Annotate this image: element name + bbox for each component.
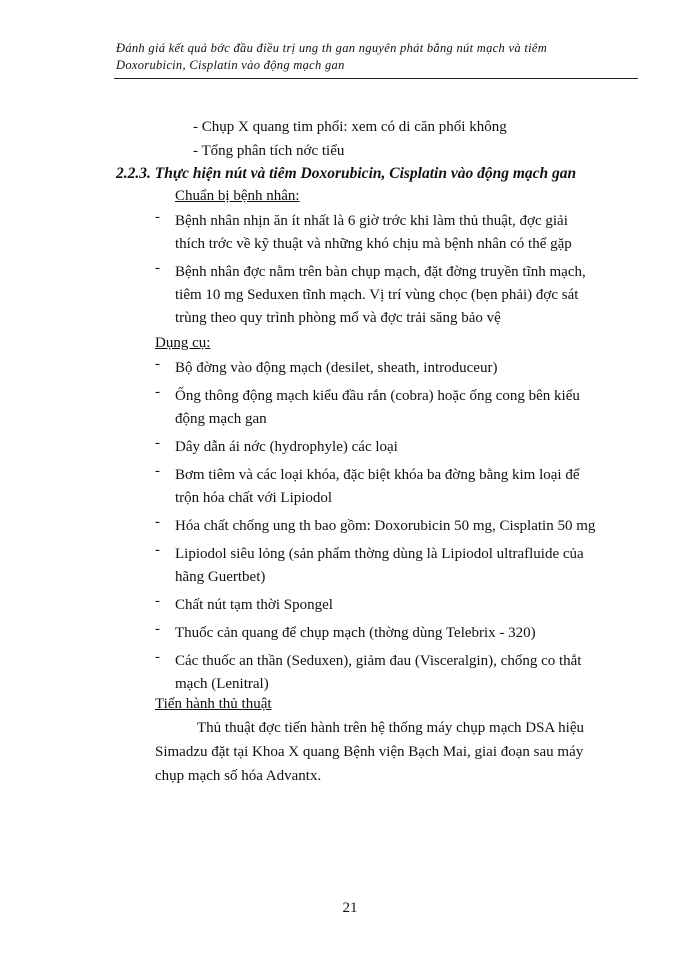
exam-item: - Chụp X quang tim phổi: xem có di căn phổi không: [193, 119, 507, 135]
list-item-line: thích trớc về kỹ thuật và những khó chịu mà bệnh nhân có thể gặp: [175, 236, 572, 252]
running-header: [116, 40, 636, 74]
list-bullet: -: [155, 542, 160, 558]
list-item-line: Chất nút tạm thời Spongel: [175, 597, 333, 613]
header-line-2: Doxorubicin, Cisplatin vào động mạch gan: [116, 58, 345, 72]
list-item-line: Hóa chất chống ung th bao gồm: Doxorubicin 50 mg, Cisplatin 50 mg: [175, 518, 596, 534]
list-bullet: -: [155, 209, 160, 225]
list-bullet: -: [155, 621, 160, 637]
list-item-line: Bộ đờng vào động mạch (desilet, sheath, introduceur): [175, 360, 498, 376]
list-item-line: trộn hóa chất với Lipiodol: [175, 490, 333, 506]
list-bullet: -: [155, 463, 160, 479]
list-item-line: tiêm 10 mg Seduxen tĩnh mạch. Vị trí vùng chọc (bẹn phải) đợc sát: [175, 287, 579, 303]
list-item-line: hãng Guertbet): [175, 569, 266, 585]
paragraph-line: Simadzu đặt tại Khoa X quang Bệnh viện Bạch Mai, giai đoạn sau máy: [155, 744, 584, 760]
list-item-line: Các thuốc an thần (Seduxen), giảm đau (Visceralgin), chống co thắt: [175, 653, 582, 669]
list-item-line: trùng theo quy trình phòng mổ và đợc trải săng bảo vệ: [175, 310, 501, 326]
list-bullet: -: [155, 593, 160, 609]
subsection-heading: Dụng cụ:: [155, 335, 211, 351]
list-bullet: -: [155, 649, 160, 665]
list-bullet: -: [155, 384, 160, 400]
list-bullet: -: [155, 260, 160, 276]
paragraph-line: chụp mạch số hóa Advantx.: [155, 768, 322, 784]
exam-item: - Tổng phân tích nớc tiểu: [193, 143, 345, 159]
list-item-line: Bệnh nhân đợc nằm trên bàn chụp mạch, đặt đờng truyền tĩnh mạch,: [175, 264, 586, 280]
list-item-line: mạch (Lenitral): [175, 676, 269, 692]
list-bullet: -: [155, 514, 160, 530]
list-item-line: Bơm tiêm và các loại khóa, đặc biệt khóa ba đờng bằng kim loại để: [175, 467, 580, 483]
list-bullet: -: [155, 435, 160, 451]
list-item-line: Bệnh nhân nhịn ăn ít nhất là 6 giờ trớc khi làm thủ thuật, đợc giải: [175, 213, 568, 229]
subsection-heading: Tiến hành thủ thuật: [155, 696, 272, 712]
header-line-1: Đánh giá kết quả bớc đầu điều trị ung th gan nguyên phát bằng nút mạch và tiêm: [116, 41, 548, 55]
page-number: 21: [342, 900, 358, 916]
list-item-line: Lipiodol siêu lỏng (sản phẩm thờng dùng là Lipiodol ultrafluide của: [175, 546, 584, 562]
list-item-line: Thuốc cản quang để chụp mạch (thờng dùng Telebrix - 320): [175, 625, 536, 641]
list-item-line: Ống thông động mạch kiểu đầu rắn (cobra) hoặc ống cong bên kiểu: [175, 388, 580, 404]
list-item-line: động mạch gan: [175, 411, 267, 427]
header-rule: [114, 78, 638, 79]
section-title: 2.2.3. Thực hiện nút và tiêm Doxorubicin, Cisplatin vào động mạch gan: [116, 165, 577, 182]
list-item-line: Dây dẫn ái nớc (hydrophyle) các loại: [175, 439, 398, 455]
list-bullet: -: [155, 356, 160, 372]
subsection-heading: Chuẩn bị bệnh nhân:: [175, 188, 300, 204]
paragraph-line: Thủ thuật đợc tiến hành trên hệ thống máy chụp mạch DSA hiệu: [197, 720, 585, 736]
